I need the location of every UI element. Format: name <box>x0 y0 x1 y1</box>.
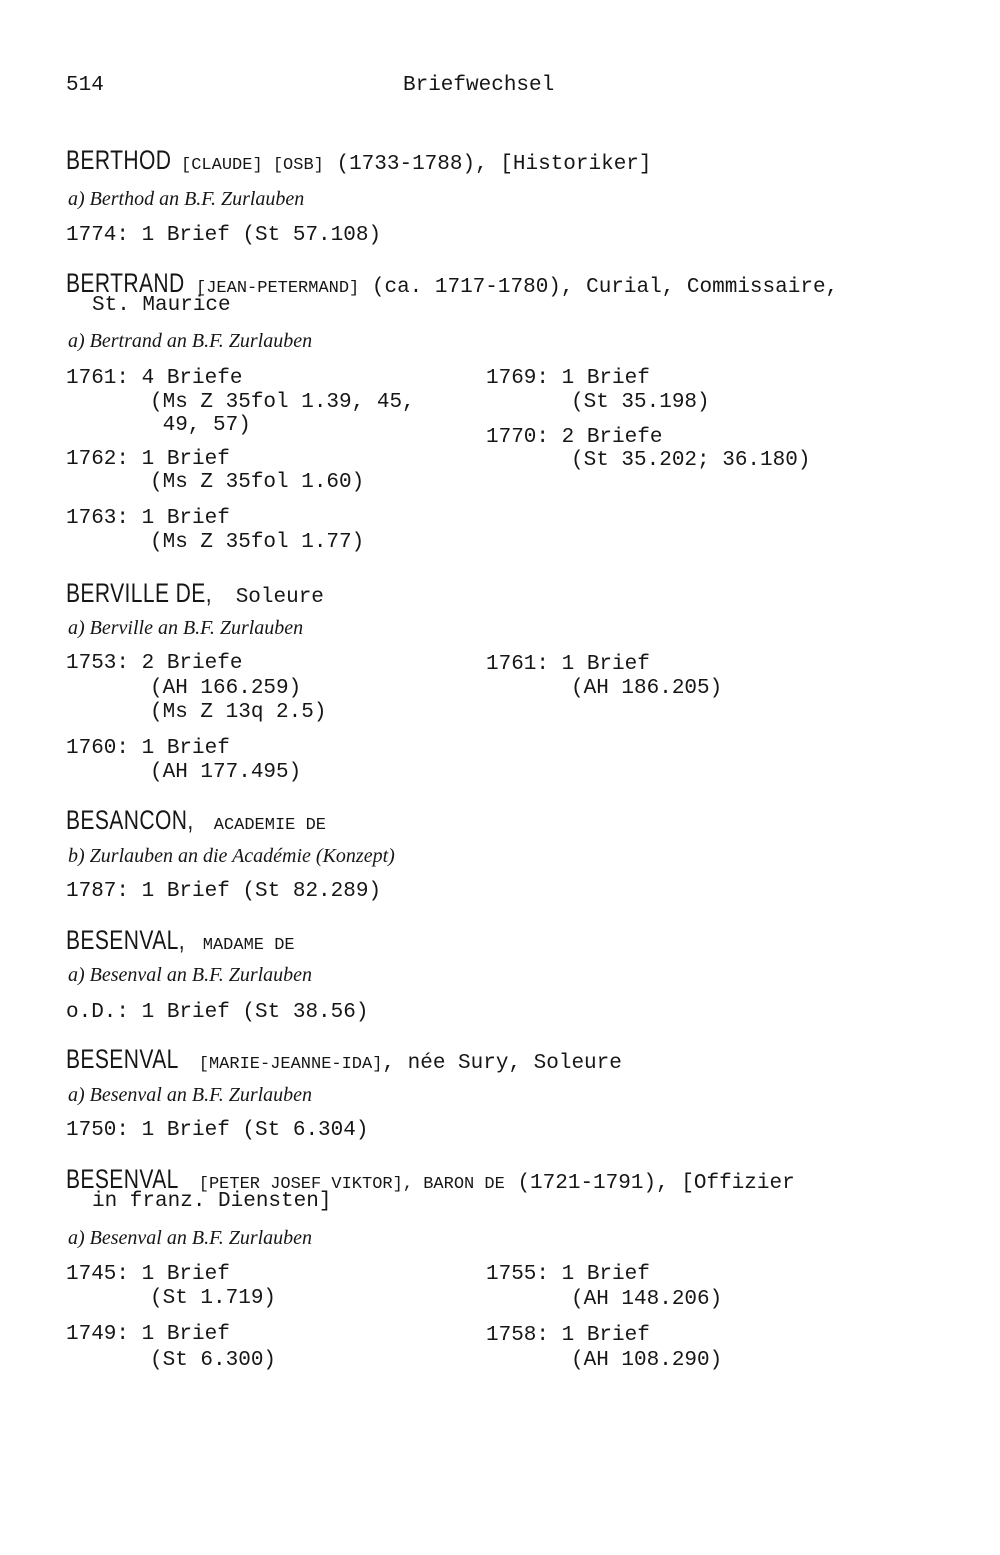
entry-line: (AH 177.495) <box>150 761 302 784</box>
entry-heading-besenval-madame <box>66 925 295 956</box>
entry-line: 1761: 4 Briefe <box>66 367 243 390</box>
entry-line: (Ms Z 35fol 1.77) <box>150 531 365 554</box>
entry-name-detail: MADAME DE <box>192 936 295 955</box>
entry-subheading: a) Berthod an B.F. Zurlauben <box>68 188 305 210</box>
page-number: 514 <box>66 74 104 97</box>
entry-subheading: b) Zurlauben an die Académie (Konzept) <box>68 845 395 867</box>
entry-line: 1750: 1 Brief (St 6.304) <box>66 1119 369 1142</box>
entry-line: (Ms Z 35fol 1.39, 45, <box>150 391 415 414</box>
entry-dates: (1721-1791), [Offizier <box>504 1172 795 1195</box>
entry-name: BESANCON, <box>66 805 194 835</box>
entry-place: , née Sury, Soleure <box>382 1052 622 1075</box>
entry-line: (St 6.300) <box>150 1349 277 1372</box>
entry-subheading: a) Bertrand an B.F. Zurlauben <box>68 330 313 352</box>
entry-line: (AH 108.290) <box>571 1349 723 1372</box>
entry-line: (AH 166.259) <box>150 677 302 700</box>
entry-heading-besancon <box>66 805 326 836</box>
entry-heading-berville <box>66 578 324 609</box>
entry-line: (AH 148.206) <box>571 1288 723 1311</box>
entry-name: BESENVAL <box>66 1164 179 1194</box>
entry-line: 1769: 1 Brief <box>486 367 650 390</box>
entry-heading-continuation: in franz. Diensten] <box>92 1190 332 1213</box>
entry-name-detail: [MARIE-JEANNE-IDA] <box>188 1055 383 1074</box>
entry-dates: (ca. 1717-1780), Curial, Commissaire, <box>359 276 839 299</box>
entry-name-detail: [CLAUDE] [OSB] <box>181 156 324 175</box>
entry-subheading: a) Besenval an B.F. Zurlauben <box>68 1084 313 1106</box>
entry-heading-continuation: St. Maurice <box>92 294 231 317</box>
entry-name: BESENVAL <box>66 1044 179 1074</box>
entry-line: (Ms Z 13q 2.5) <box>150 701 327 724</box>
entry-line: 1760: 1 Brief <box>66 737 230 760</box>
entry-line: 1762: 1 Brief <box>66 448 230 471</box>
entry-name-detail: [JEAN-PETERMAND] <box>196 279 360 298</box>
entry-name: BERTHOD <box>66 145 172 175</box>
entry-line: o.D.: 1 Brief (St 38.56) <box>66 1001 369 1024</box>
entry-subheading: a) Besenval an B.F. Zurlauben <box>68 964 313 986</box>
entry-line: 1745: 1 Brief <box>66 1263 230 1286</box>
entry-name: BERTRAND <box>66 268 185 298</box>
entry-dates: (1733-1788), [Historiker] <box>323 153 652 176</box>
entry-heading-besenval-marie <box>66 1044 622 1075</box>
entry-line: (St 35.202; 36.180) <box>571 449 811 472</box>
entry-line: (Ms Z 35fol 1.60) <box>150 471 365 494</box>
entry-line: (St 35.198) <box>571 391 710 414</box>
running-title: Briefwechsel <box>403 74 555 97</box>
entry-line: 1770: 2 Briefe <box>486 426 663 449</box>
entry-name-detail: ACADEMIE DE <box>203 816 326 835</box>
entry-line: 1763: 1 Brief <box>66 507 230 530</box>
entry-heading-berthod <box>66 145 652 176</box>
entry-line: 1753: 2 Briefe <box>66 652 243 675</box>
entry-place: Soleure <box>223 586 324 609</box>
entry-name: BESENVAL, <box>66 925 186 955</box>
entry-line: (St 1.719) <box>150 1287 277 1310</box>
entry-line: 1755: 1 Brief <box>486 1263 650 1286</box>
entry-line: 49, 57) <box>150 414 251 437</box>
entry-line: 1761: 1 Brief <box>486 653 650 676</box>
entry-line: 1774: 1 Brief (St 57.108) <box>66 224 382 247</box>
entry-line: 1758: 1 Brief <box>486 1324 650 1347</box>
entry-line: 1749: 1 Brief <box>66 1323 230 1346</box>
entry-name-detail: [PETER JOSEF VIKTOR], BARON DE <box>188 1175 505 1194</box>
entry-line: 1787: 1 Brief (St 82.289) <box>66 880 382 903</box>
entry-name: BERVILLE DE, <box>66 578 212 608</box>
entry-line: (AH 186.205) <box>571 677 723 700</box>
entry-subheading: a) Besenval an B.F. Zurlauben <box>68 1227 313 1249</box>
entry-subheading: a) Berville an B.F. Zurlauben <box>68 617 304 639</box>
